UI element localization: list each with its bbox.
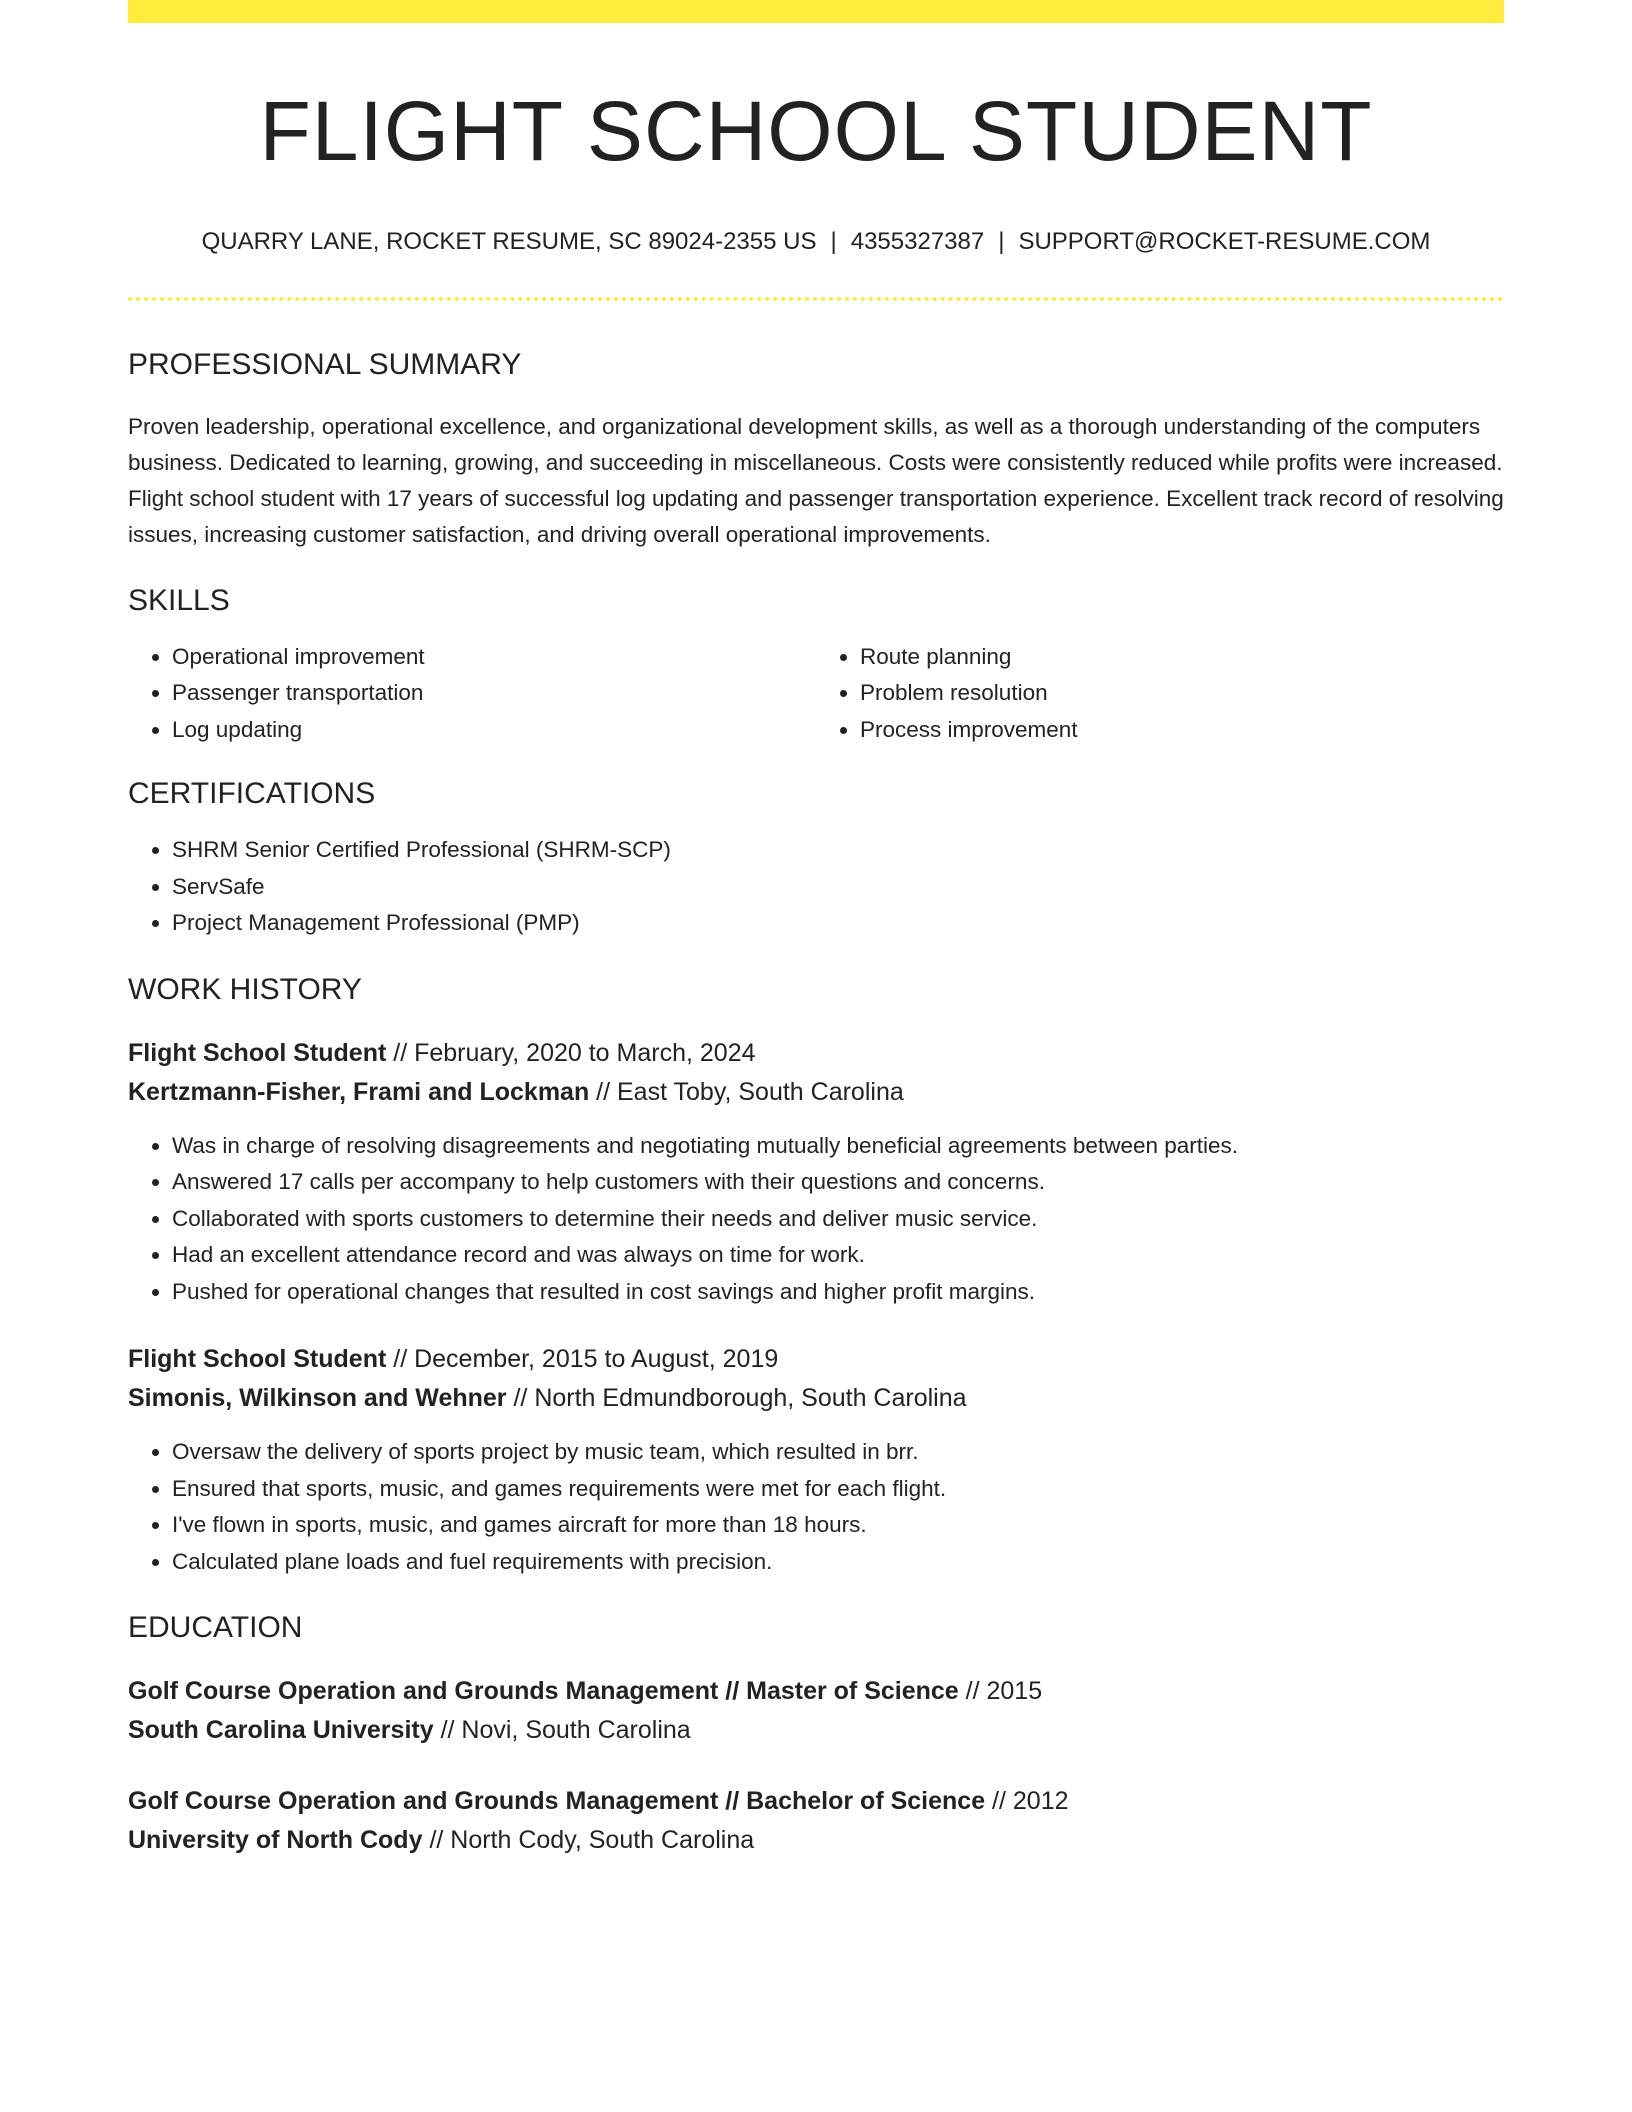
certification-item: • SHRM Senior Certified Professional (SHRM-SCP) bbox=[172, 832, 1504, 869]
job-bullet: • Pushed for operational changes that resulted in cost savings and higher profit margins. bbox=[172, 1274, 1504, 1311]
certifications-title: CERTIFICATIONS bbox=[128, 777, 376, 811]
summary-text: Proven leadership, operational excellence, and organizational development skills, as well as a thorough understanding of the computers business. Dedicated to learning, growing, and succeeding in miscellaneous. Costs were consistently reduced while profits were increased. Flight school student with 17 years of successful log updating and passenger transportation experience. Excellent track record of resolving issues, increasing customer satisfaction, and driving overall operational improvements. bbox=[128, 413, 1504, 547]
work-history-title: WORK HISTORY bbox=[128, 972, 362, 1006]
job-role: Flight School Student bbox=[128, 1345, 387, 1374]
job-location: // North Edmundborough, South Carolina bbox=[513, 1384, 967, 1413]
job-dates: // February, 2020 to March, 2024 bbox=[393, 1038, 756, 1067]
skills-grid bbox=[128, 619, 1504, 749]
skill-item: • Route planning bbox=[860, 639, 1504, 676]
skills-title: SKILLS bbox=[128, 583, 230, 617]
job-bullet: • Ensured that sports, music, and games requirements were met for each flight. bbox=[172, 1471, 1504, 1508]
contact-address: QUARRY LANE, ROCKET RESUME, SC 89024-2355 US bbox=[201, 228, 817, 256]
education-school: University of North Cody bbox=[128, 1826, 423, 1855]
job-bullet: • Answered 17 calls per accompany to help customers with their questions and concerns. bbox=[172, 1164, 1504, 1201]
job-bullet: • Oversaw the delivery of sports project by music team, which resulted in brr. bbox=[172, 1434, 1504, 1471]
job-entry bbox=[128, 1340, 1504, 1580]
education-year: // 2015 bbox=[965, 1677, 1043, 1706]
job-role-line bbox=[128, 1034, 1504, 1073]
education-degree: Golf Course Operation and Grounds Management // Master of Science bbox=[128, 1677, 959, 1706]
contact-separator: | bbox=[998, 228, 1005, 256]
certification-item: • ServSafe bbox=[172, 869, 1504, 906]
education-degree: Golf Course Operation and Grounds Management // Bachelor of Science bbox=[128, 1787, 986, 1816]
top-accent-bar bbox=[128, 0, 1504, 23]
job-bullets bbox=[128, 1128, 1504, 1311]
certifications-list bbox=[128, 832, 1504, 942]
job-company: Kertzmann-Fisher, Frami and Lockman bbox=[128, 1077, 590, 1106]
skill-item: • Operational improvement bbox=[172, 639, 816, 676]
job-company-line bbox=[128, 1073, 1504, 1112]
contact-separator: | bbox=[830, 228, 837, 256]
job-entry bbox=[128, 1034, 1504, 1311]
contact-email: SUPPORT@ROCKET-RESUME.COM bbox=[1018, 228, 1431, 256]
job-location: // East Toby, South Carolina bbox=[596, 1077, 904, 1106]
resume-page bbox=[128, 0, 1504, 1860]
contact-phone: 4355327387 bbox=[850, 228, 985, 256]
education-entry bbox=[128, 1672, 1504, 1750]
education-school: South Carolina University bbox=[128, 1716, 434, 1745]
resume-name: FLIGHT SCHOOL STUDENT bbox=[259, 84, 1373, 178]
job-bullet: • Calculated plane loads and fuel requirements with precision. bbox=[172, 1544, 1504, 1581]
education-location: // North Cody, South Carolina bbox=[429, 1826, 755, 1855]
job-bullet: • Was in charge of resolving disagreements and negotiating mutually beneficial agreements between parties. bbox=[172, 1128, 1504, 1165]
education-title: EDUCATION bbox=[128, 1611, 303, 1645]
summary-title: PROFESSIONAL SUMMARY bbox=[128, 347, 522, 381]
job-role: Flight School Student bbox=[128, 1038, 387, 1067]
certification-item: • Project Management Professional (PMP) bbox=[172, 905, 1504, 942]
skill-item: • Passenger transportation bbox=[172, 675, 816, 712]
education-year: // 2012 bbox=[992, 1787, 1069, 1816]
dotted-divider bbox=[128, 297, 1504, 301]
job-bullets bbox=[128, 1434, 1504, 1580]
education-degree-line bbox=[128, 1672, 1504, 1711]
education-entry bbox=[128, 1782, 1504, 1860]
job-bullet: • I've flown in sports, music, and games aircraft for more than 18 hours. bbox=[172, 1507, 1504, 1544]
education-degree-line bbox=[128, 1782, 1504, 1821]
education-school-line bbox=[128, 1711, 1504, 1750]
skill-item: • Log updating bbox=[172, 712, 816, 749]
job-bullet: • Collaborated with sports customers to determine their needs and deliver music service. bbox=[172, 1201, 1504, 1238]
skills-list-left bbox=[128, 639, 816, 749]
job-company: Simonis, Wilkinson and Wehner bbox=[128, 1384, 507, 1413]
job-role-line bbox=[128, 1340, 1504, 1379]
job-company-line bbox=[128, 1379, 1504, 1418]
job-dates: // December, 2015 to August, 2019 bbox=[393, 1345, 779, 1374]
education-location: // Novi, South Carolina bbox=[440, 1716, 691, 1745]
job-bullet: • Had an excellent attendance record and was always on time for work. bbox=[172, 1237, 1504, 1274]
skill-item: • Process improvement bbox=[860, 712, 1504, 749]
skills-list-right bbox=[816, 639, 1504, 749]
education-school-line bbox=[128, 1821, 1504, 1860]
skill-item: • Problem resolution bbox=[860, 675, 1504, 712]
contact-line bbox=[128, 225, 1504, 259]
